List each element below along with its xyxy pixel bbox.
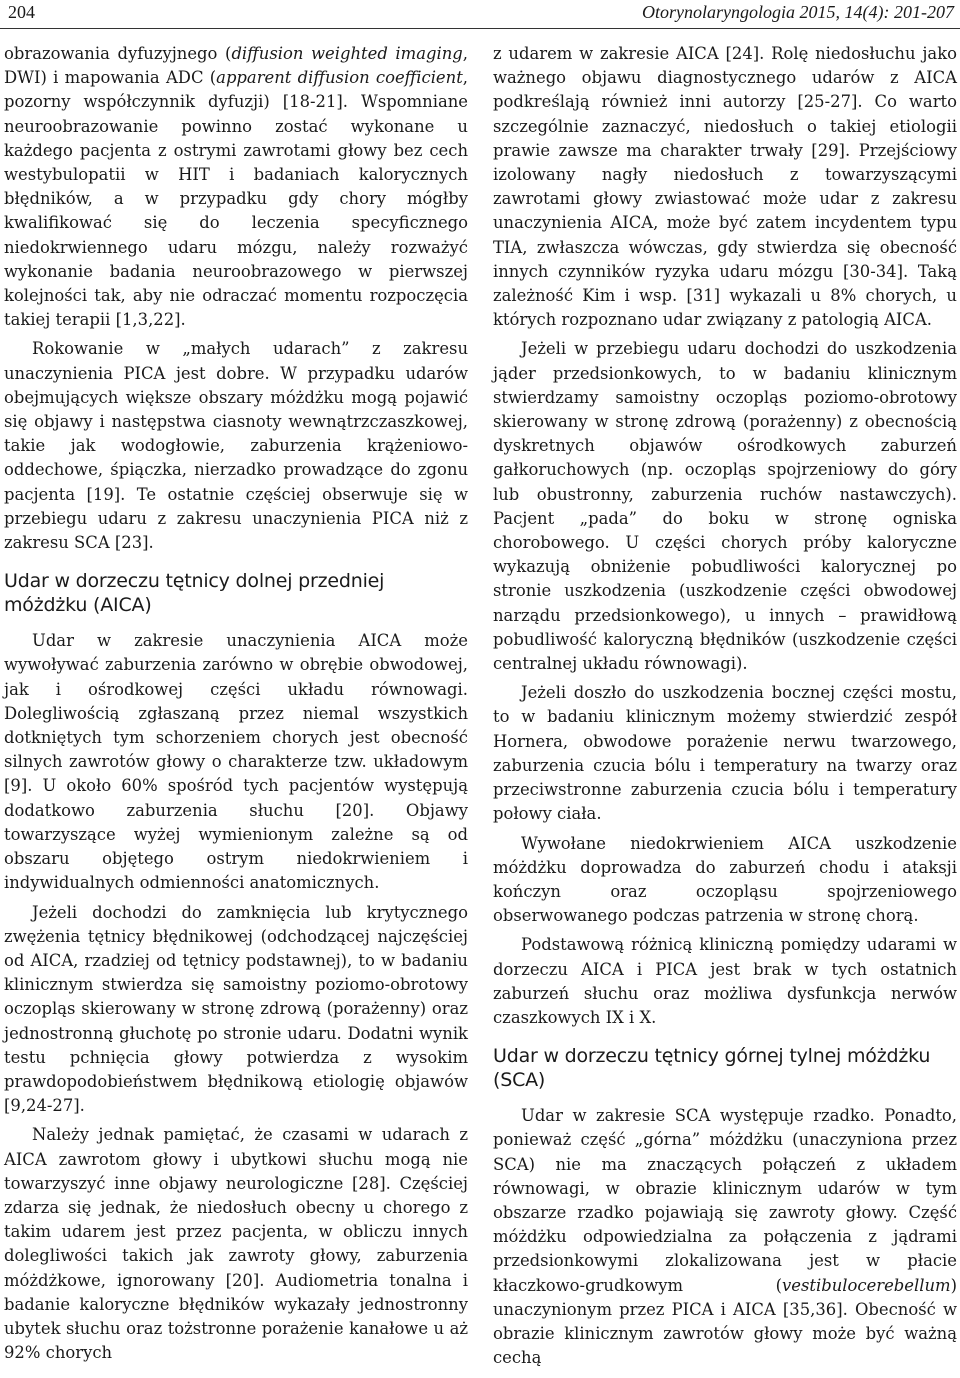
section-heading: Udar w dorzeczu tętnicy górnej tylnej móżdżku (SCA) bbox=[493, 1045, 931, 1092]
paragraph: Jeżeli w przebiegu udaru dochodzi do uszkodzenia jąder przedsionkowych, to w badaniu klinicznym stwierdzamy samoistny oczopląs poziomo-obrotowy skierowany w stronę zdrową (porażenny) z obecnością dyskretnych objawów ośrodkowych zaburzeń gałkoruchowych (np. oczopląs spojrzeniowy do góry lub obustronny, zaburzenia ruchów nastawczych). Pacjent „pada” do boku w stronę ogniska chorobowego. U części chorych próby kaloryczne wykazują obniżenie pobudliwości kalorycznej po stronie uszkodzenia (uszkodzenie części obwodowej narządu przedsionkowego), u innych – prawidłową pobudliwość kaloryczną błędników (uszkodzenie części centralnej układu równowagi). bbox=[493, 339, 957, 674]
running-head: Otorynolaryngologia 2015, 14(4): 201-207 bbox=[642, 2, 954, 22]
left-column bbox=[4, 42, 468, 1365]
paragraph: Jeżeli doszło do uszkodzenia bocznej części mostu, to w badaniu klinicznym możemy stwierdzić zespół Hornera, obwodowe porażenie nerwu twarzowego, zaburzenia czucia bólu i temperatury na twarzy oraz przeciwstronne zaburzenia czucia bólu i temperatury połowy ciała. bbox=[493, 683, 957, 824]
paragraph: Podstawową różnicą kliniczną pomiędzy udarami w dorzeczu AICA i PICA jest brak w tych ostatnich zaburzeń słuchu oraz możliwa dysfunkcja nerwów czaszkowych IX i X. bbox=[493, 935, 957, 1027]
paragraph bbox=[493, 1104, 957, 1370]
paragraph: Należy jednak pamiętać, że czasami w udarach z AICA zawrotom głowy i ubytkowi słuchu mogą nie towarzyszyć inne objawy neurologiczne [28]. Częściej zdarza się jednak, że niedosłuch obecny u chorego z takim udarem jest przez pacjenta, w obliczu innych dolegliwości takich jak zawroty głowy, zaburzenia móżdżkowe, ignorowany [20]. Audiometria tonalna i badanie kaloryczne błędników wykazały jednostronny ubytek słuchu oraz tożstronne porażenie kanałowe u aż 92% chorych bbox=[4, 1125, 468, 1363]
paragraph: Jeżeli dochodzi do zamknięcia lub krytycznego zwężenia tętnicy błędnikowej (odchodzącej najczęściej od AICA, rzadziej od tętnicy podstawnej), to w badaniu klinicznym stwierdza się samoistny poziomo-obrotowy oczopląs skierowany w stronę zdrową (porażenny) oraz jednostronną głuchotę po stronie udaru. Dodatni wynik testu pchnięcia głowy potwierdza z wysokim prawdopodobieństwem błędnikową etiologię objawów [9,24-27]. bbox=[4, 902, 468, 1116]
paragraph: Udar w zakresie unaczynienia AICA może wywoływać zaburzenia zarówno w obrębie obwodowej, jak i ośrodkowej części układu równowagi. Dolegliwością zgłaszaną przez niemal wszystkich dotkniętych tym schorzeniem chorych jest obecność silnych zawrotów głowy o charakterze tzw. układowym [9]. U około 60% spośród tych pacjentów występują dodatkowo zaburzenia słuchu [20]. Objawy towarzyszące wyżej wymienionym zależne są od obszaru objętego ostrym niedokrwieniem i indywidualnych odmienności anatomicznych. bbox=[4, 631, 468, 893]
text-run: Udar w zakresie SCA występuje rzadko. Ponadto, ponieważ część „górna” móżdżku (unaczyniona przez SCA) nie ma znaczących połączeń z układem równowagi, w obrazie klinicznym udarów w tym obszarze rzadko pojawiają się zawroty głowy. Część móżdżku odpowiedzialna za połączenia z jądrami przedsionkowymi zlokalizowana jest w płacie kłaczkowo-grudkowym ( bbox=[493, 1106, 957, 1295]
page-header bbox=[0, 0, 960, 28]
text-run: , pozorny współczynnik dyfuzji) [18-21]. Wspomniane neuroobrazowanie powinno zostać wykonane u każdego pacjenta z ostrymi zawrotami głowy bez cech westybulopatii w HIT i badaniach kalorycznych błędników, a w przypadku gdy chory mógłby kwalifikować się do leczenia specyficznego niedokrwiennego udaru mózgu, należy rozważyć wykonanie badania neuroobrazowego w pierwszej kolejności tak, aby nie odraczać momentu rozpoczęcia takiej terapii [1,3,22]. bbox=[4, 68, 468, 330]
italic-term: diffusion weighted imaging bbox=[231, 44, 463, 63]
section-heading: Udar w dorzeczu tętnicy dolnej przedniej móżdżku (AICA) bbox=[4, 570, 385, 617]
page-number: 204 bbox=[8, 2, 35, 22]
italic-term: vestibulocerebellum bbox=[782, 1275, 951, 1295]
text-run: , DWI) i mapowania ADC ( bbox=[4, 44, 468, 88]
paragraph: Wywołane niedokrwieniem AICA uszkodzenie móżdżku doprowadza do zaburzeń chodu i ataksji kończyn oraz oczopląsu spojrzeniowego obserwowanego podczas patrzenia w stronę chorą. bbox=[493, 833, 957, 926]
paragraph bbox=[4, 42, 468, 332]
text-run: ) unaczynionym przez PICA i AICA [35,36]. Obecność w obrazie klinicznym zawrotów głowy może być ważną cechą bbox=[493, 1275, 957, 1368]
paragraph: z udarem w zakresie AICA [24]. Rolę niedosłuchu jako ważnego objawu diagnostycznego udarów z AICA podkreślają również inni autorzy [25-27]. Co warto szczególnie zaznaczyć, niedosłuch o takiej etiologii prawie zawsze ma charakter trwały [29]. Przejściowy izolowany nagły niedosłuch z towarzyszącymi zawrotami głowy zwiastować może udar z zakresu unaczynienia AICA, może być zatem incydentem typu TIA, zwłaszcza wówczas, gdy stwierdza się obecność innych czynników ryzyka udaru mózgu [30-34]. Taką zależność Kim i wsp. [31] wykazali u 8% chorych, u których rozpoznano udar związany z patologią AICA. bbox=[493, 44, 957, 330]
header-rule bbox=[0, 28, 960, 29]
italic-term: apparent diffusion coefficient bbox=[216, 68, 463, 88]
text-run: obrazowania dyfuzyjnego ( bbox=[4, 44, 232, 63]
paragraph: Rokowanie w „małych udarach” z zakresu unaczynienia PICA jest dobre. W przypadku udarów obejmujących większe obszary móżdżku mogą pojawić się objawy i następstwa ciasnoty wewnątrzczaszkowej, takie jak wodogłowie, zaburzenia krążeniowo-oddechowe, śpiączka, nierzadko prowadzące do zgonu pacjenta [19]. Te ostatnie częściej obserwuje się w przebiegu udaru z zakresu unaczynienia PICA niż z zakresu SCA [23]. bbox=[4, 339, 468, 553]
right-column bbox=[493, 42, 957, 1370]
